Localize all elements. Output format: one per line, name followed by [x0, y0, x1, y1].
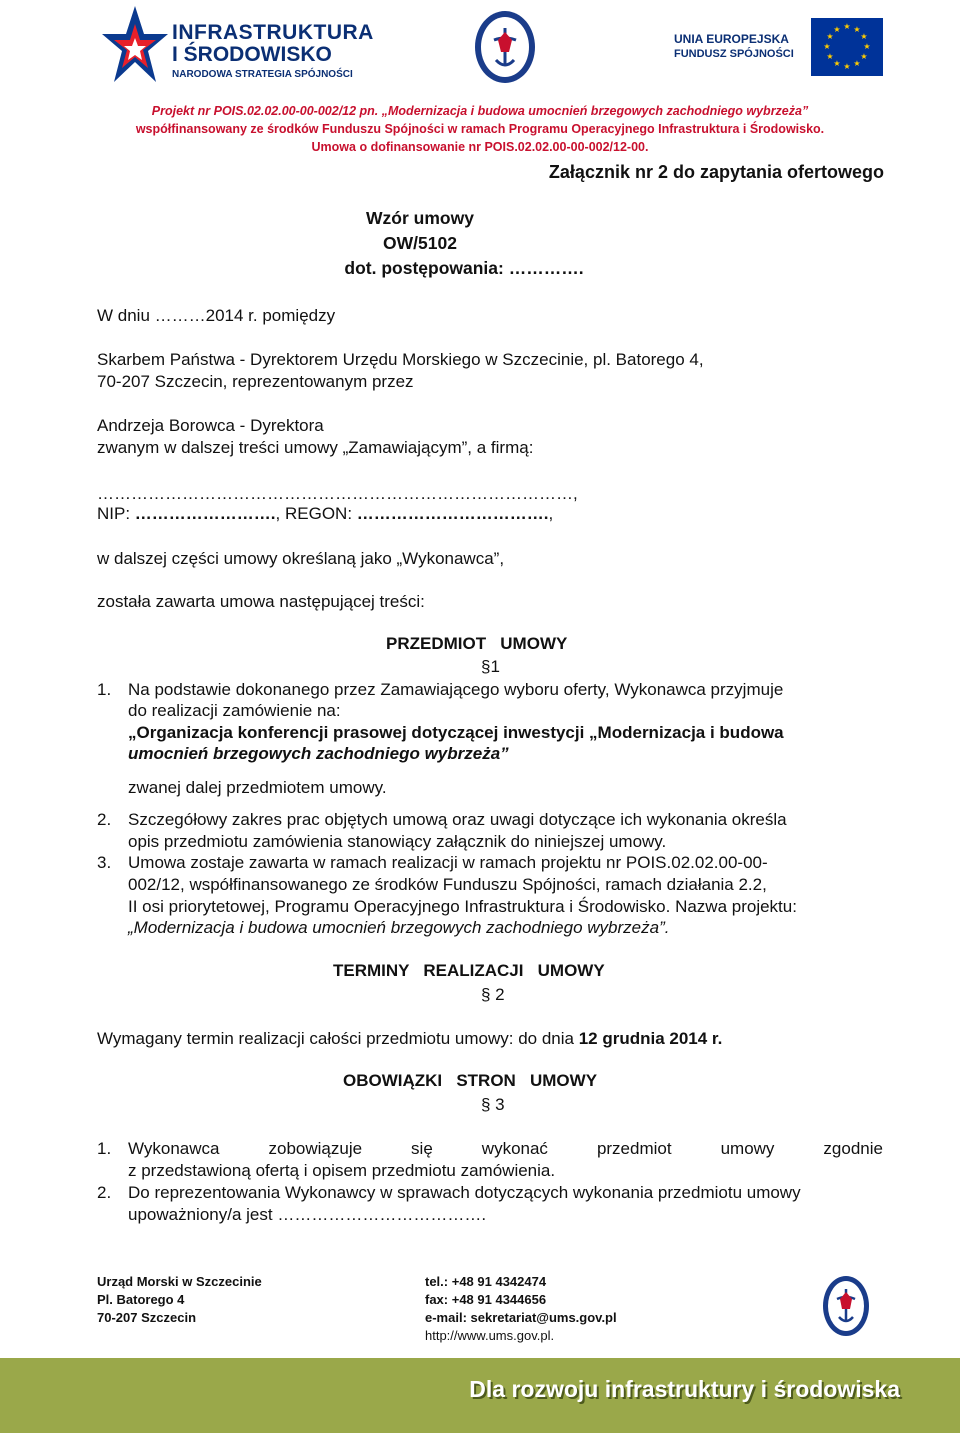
party1-line1: Skarbem Państwa - Dyrektorem Urzędu Morskiego w Szczecinie, pl. Batorego 4,: [97, 350, 704, 369]
regon-label: , REGON:: [275, 504, 357, 523]
s3-item2-number: 2.: [97, 1183, 112, 1202]
procedure-ref: dot. postępowania: ………….: [344, 258, 584, 278]
party1-line2: 70-207 Szczecin, reprezentowanym przez: [97, 372, 414, 391]
footer-slogan: Dla rozwoju infrastruktury i środowiska: [469, 1376, 900, 1402]
svg-text:★: ★: [853, 25, 861, 34]
nip-regon-line: NIP: ……………………., REGON: …………………………….,: [97, 504, 554, 523]
s3-item1-line2: z przedstawioną ofertą i opisem przedmiotu zamówienia.: [128, 1161, 556, 1180]
svg-text:★: ★: [823, 42, 831, 51]
project-line-1: Projekt nr POIS.02.02.00-00-002/12 pn. „Modernizacja i budowa umocnień brzegowych zachodniego wybrzeża”: [151, 104, 809, 118]
document-title: Wzór umowy: [366, 208, 474, 228]
footer-city: 70-207 Szczecin: [97, 1310, 197, 1325]
s1-item3-line3: II osi priorytetowej, Programu Operacyjnego Infrastruktura i Środowisko. Nazwa projektu:: [128, 897, 797, 916]
representative-line2: zwanym w dalszej treści umowy „Zamawiającym”, a firmą:: [97, 438, 534, 457]
svg-text:★: ★: [833, 59, 841, 68]
section1-heading: PRZEDMIOT UMOWY: [386, 634, 568, 653]
svg-text:★: ★: [826, 52, 834, 61]
project-line-3: Umowa o dofinansowanie nr POIS.02.02.00-00-002/12-00.: [311, 140, 649, 154]
contractor-name-placeholder: …………………………………………………………………………,: [97, 484, 578, 503]
deadline-date: 12 grudnia 2014 r.: [578, 1029, 723, 1048]
s1-item1-bold1: „Organizacja konferencji prasowej dotyczącej inwestycji „Modernizacja i budowa: [128, 723, 784, 742]
eu-logo-line2: FUNDUSZ SPÓJNOŚCI: [674, 48, 794, 60]
footer-website-link[interactable]: http://www.ums.gov.pl.: [425, 1328, 555, 1343]
s1-item3-line2: 002/12, współfinansowanego ze środków Funduszu Spójności, ramach działania 2.2,: [128, 875, 767, 894]
footer-tel: tel.: +48 91 4342474: [425, 1274, 547, 1289]
footer-fax: fax: +48 91 4344656: [425, 1292, 547, 1307]
regon-value: …………………………….: [356, 504, 549, 523]
section1-paragraph-symbol: §1: [481, 657, 500, 676]
footer-contact: [425, 1273, 617, 1345]
footer-org: Urząd Morski w Szczecinie: [97, 1274, 262, 1289]
svg-text:★: ★: [843, 22, 851, 31]
s1-item3-line4: „Modernizacja i budowa umocnień brzegowych zachodniego wybrzeża”.: [128, 918, 670, 937]
representative-line1: Andrzeja Borowca - Dyrektora: [97, 416, 324, 435]
s1-item2-number: 2.: [97, 810, 112, 829]
s3-item2-line2: upoważniony/a jest ……………………………….: [128, 1205, 487, 1224]
s1-item2-line2: opis przedmiotu zamówienia stanowiący załącznik do niniejszej umowy.: [128, 832, 667, 851]
s1-item2-line1: Szczegółowy zakres prac objętych umową oraz uwagi dotyczące ich wykonania określa: [128, 810, 787, 829]
footer-address: [97, 1273, 262, 1327]
svg-text:★: ★: [843, 62, 851, 71]
infrastruktura-srodowisko-logo: [100, 4, 400, 86]
footer-street: Pl. Batorego 4: [97, 1292, 185, 1307]
european-union-logo: [666, 18, 884, 78]
s3-item2-line1: Do reprezentowania Wykonawcy w sprawach dotyczących wykonania przedmiotu umowy: [128, 1183, 801, 1202]
s1-item1-line2: do realizacji zamówienie na:: [128, 701, 341, 720]
footer-band: [0, 1358, 960, 1433]
logo-line3: NARODOWA STRATEGIA SPÓJNOŚCI: [172, 69, 353, 80]
svg-text:★: ★: [853, 59, 861, 68]
s2-deadline-line: Wymagany termin realizacji całości przedmiotu umowy: do dnia 12 grudnia 2014 r.: [97, 1029, 723, 1048]
maritime-office-seal-icon: [474, 10, 536, 84]
star-emblem-icon: [100, 4, 170, 86]
svg-text:★: ★: [863, 42, 871, 51]
section3-heading: OBOWIĄZKI STRON UMOWY: [343, 1071, 598, 1090]
logo-line1: INFRASTRUKTURA: [172, 21, 374, 44]
eu-logo-line1: UNIA EUROPEJSKA: [674, 32, 789, 46]
section2-heading: TERMINY REALIZACJI UMOWY: [333, 961, 605, 980]
s3-item1-number: 1.: [97, 1139, 112, 1158]
svg-text:★: ★: [833, 25, 841, 34]
s1-item3-number: 3.: [97, 853, 112, 872]
contractor-line: w dalszej części umowy określaną jako „Wykonawca”,: [97, 549, 505, 568]
footer-seal-icon: [822, 1275, 870, 1337]
s1-item3-line1: Umowa zostaje zawarta w ramach realizacji w ramach projektu nr POIS.02.02.00-00-: [128, 853, 768, 872]
eu-flag-icon: [811, 18, 883, 76]
concluded-line: została zawarta umowa następującej treści:: [97, 592, 425, 611]
s1-item1-line1: Na podstawie dokonanego przez Zamawiającego wyboru oferty, Wykonawca przyjmuje: [128, 680, 784, 699]
s1-item1-tail: zwanej dalej przedmiotem umowy.: [128, 778, 387, 797]
s1-item1-number: 1.: [97, 680, 112, 699]
footer-email[interactable]: e-mail: sekretariat@ums.gov.pl: [425, 1310, 617, 1325]
attachment-label: Załącznik nr 2 do zapytania ofertowego: [548, 162, 884, 182]
document-number: OW/5102: [383, 233, 457, 253]
section2-paragraph-symbol: § 2: [481, 985, 505, 1004]
s1-item1-bold2: umocnień brzegowych zachodniego wybrzeża”: [128, 744, 509, 763]
logo-line2: I ŚRODOWISKO: [172, 43, 332, 66]
svg-text:★: ★: [826, 32, 834, 41]
date-line: W dniu ………2014 r. pomiędzy: [97, 306, 336, 325]
s3-item1-line1: Wykonawca zobowiązuje się wykonać przedmiot umowy zgodnie: [128, 1139, 883, 1158]
project-line-2: współfinansowany ze środków Funduszu Spójności w ramach Programu Operacyjnego Infrastruktura i Środowisko.: [135, 122, 825, 136]
svg-text:★: ★: [860, 52, 868, 61]
nip-value: …………………….: [134, 504, 276, 523]
svg-text:★: ★: [860, 32, 868, 41]
nip-label: NIP:: [97, 504, 135, 523]
section3-paragraph-symbol: § 3: [481, 1095, 505, 1114]
